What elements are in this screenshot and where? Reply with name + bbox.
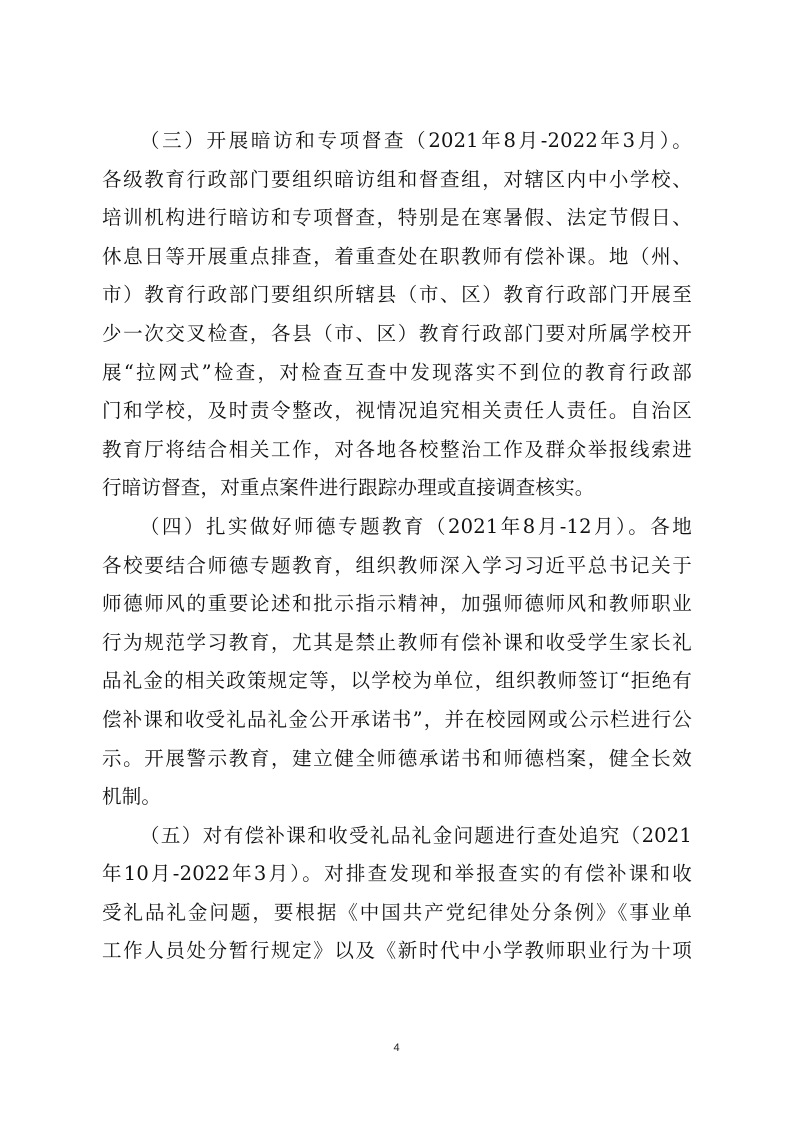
text-line: 门和学校，及时责令整改，视情况追究相关责任人责任。自治区 <box>102 399 692 423</box>
text-line: 工作人员处分暂行规定》以及《新时代中小学教师职业行为十项 <box>102 939 692 963</box>
text-line: 年10月-2022年3月）。对排查发现和举报查实的有偿补课和收 <box>102 862 692 886</box>
text-line: 展“拉网式”检查，对检查互查中发现落实不到位的教育行政部 <box>102 360 692 384</box>
text-line: 各校要结合师德专题教育，组织教师深入学习习近平总书记关于 <box>102 553 692 577</box>
text-line: 示。开展警示教育，建立健全师德承诺书和师德档案，健全长效 <box>102 746 692 770</box>
text-line: 培训机构进行暗访和专项督查，特别是在寒暑假、法定节假日、 <box>102 206 692 230</box>
text-line: 休息日等开展重点排查，着重查处在职教师有偿补课。地（州、 <box>102 244 692 268</box>
text-line: 偿补课和收受礼品礼金公开承诺书”，并在校园网或公示栏进行公 <box>102 707 692 731</box>
text-line: 受礼品礼金问题，要根据《中国共产党纪律处分条例》《事业单 <box>102 900 692 924</box>
text-line: 品礼金的相关政策规定等，以学校为单位，组织教师签订“拒绝有 <box>102 669 692 693</box>
text-line: 教育厅将结合相关工作，对各地各校整治工作及群众举报线索进 <box>102 437 692 461</box>
text-line: （五）对有偿补课和收受礼品礼金问题进行查处追究（2021 <box>140 823 692 847</box>
text-line: 行为规范学习教育，尤其是禁止教师有偿补课和收受学生家长礼 <box>102 630 692 654</box>
text-line: 师德师风的重要论述和批示指示精神，加强师德师风和教师职业 <box>102 592 692 616</box>
text-line: 行暗访督查，对重点案件进行跟踪办理或直接调查核实。 <box>102 476 595 500</box>
text-line: 各级教育行政部门要组织暗访组和督查组，对辖区内中小学校、 <box>102 167 692 191</box>
page-number: 4 <box>393 1042 400 1054</box>
text-line: 机制。 <box>102 785 162 809</box>
text-line: （三）开展暗访和专项督查（2021年8月-2022年3月）。 <box>140 129 692 152</box>
document-body <box>102 122 692 971</box>
text-line: 少一次交叉检查，各县（市、区）教育行政部门要对所属学校开 <box>102 321 692 345</box>
text-line: （四）扎实做好师德专题教育（2021年8月-12月）。各地 <box>140 514 692 538</box>
text-line: 市）教育行政部门要组织所辖县（市、区）教育行政部门开展至 <box>102 283 692 307</box>
